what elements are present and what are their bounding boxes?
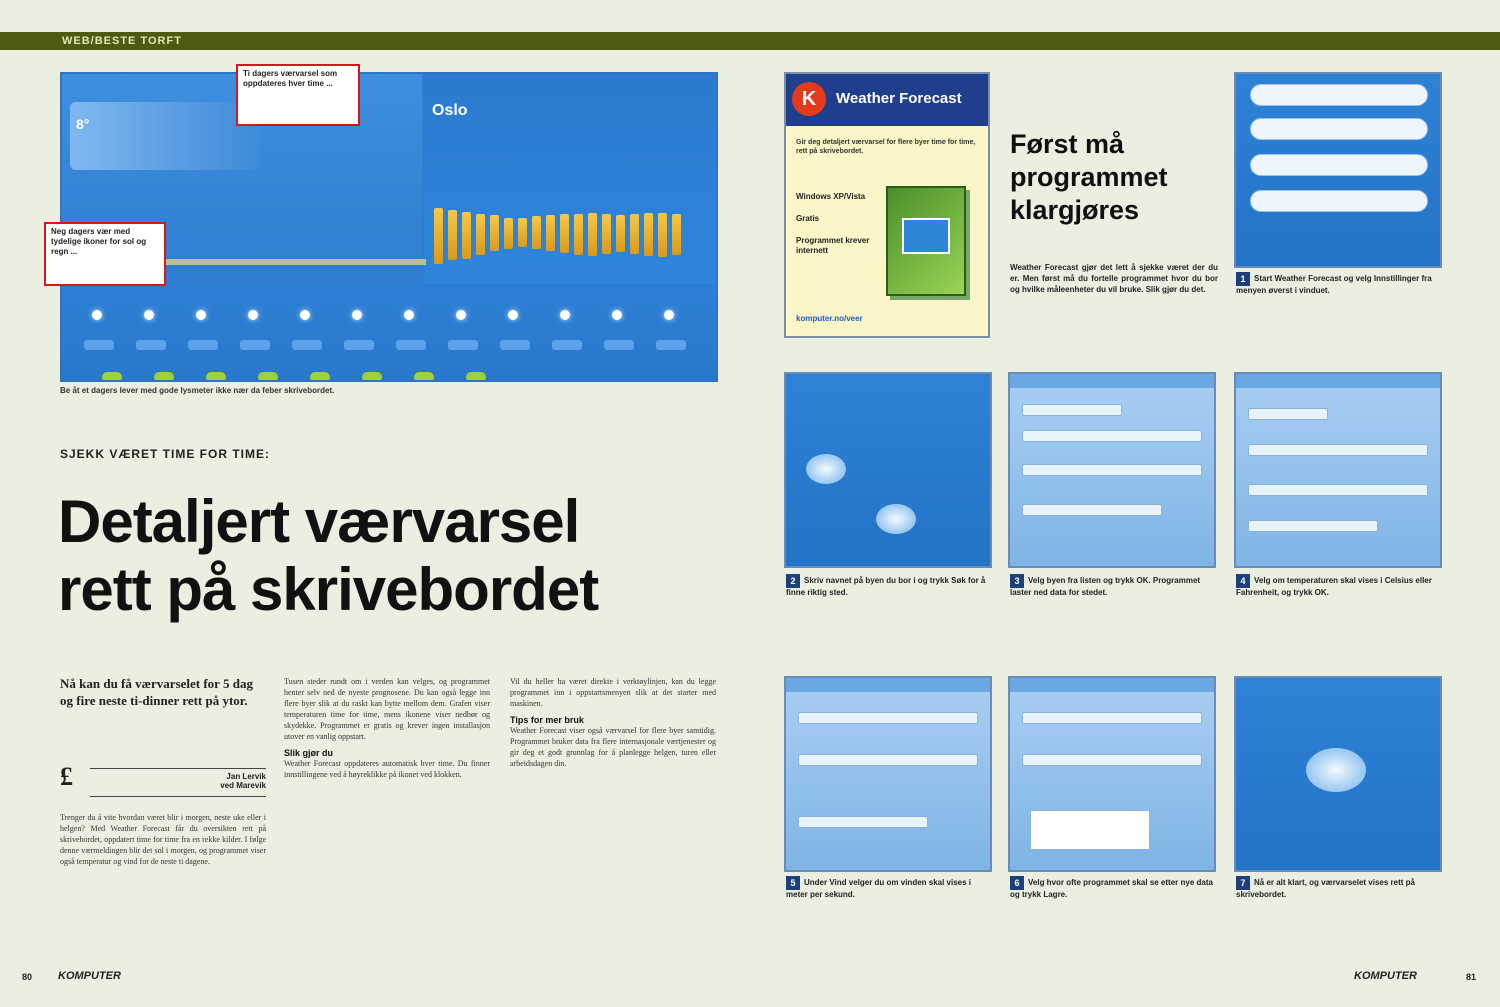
meta-requirements: Programmet krever internett [796, 236, 870, 255]
step-text: Velg om temperaturen skal vises i Celsius eller Fahrenheit, og trykk OK. [1236, 576, 1432, 597]
day-marker [414, 372, 434, 382]
weather-icon [876, 504, 916, 534]
window-titlebar [1236, 374, 1440, 388]
input-field [1022, 404, 1122, 416]
weather-dot-icon [560, 310, 570, 320]
step-caption [1236, 574, 1444, 598]
dropdown-list [1030, 810, 1150, 850]
input-field [1022, 464, 1202, 476]
body-text: Vil du heller ha været direkte i verktøylinjen, kan du legge programmet inn i oppstartsmenyen slik at det starter med maskinen. [510, 677, 716, 708]
step-text: Skriv navnet på byen du bor i og trykk Søk for å finne riktig sted. [786, 576, 986, 597]
temperature-bar [658, 213, 667, 257]
input-field [1022, 754, 1202, 766]
step-text: Velg byen fra listen og trykk OK. Programmet laster ned data for stedet. [1010, 576, 1201, 597]
temperature-bar [560, 214, 569, 253]
weather-dot-icon [352, 310, 362, 320]
step-caption [1010, 876, 1218, 900]
menu-item [1250, 118, 1428, 140]
step-number: 5 [786, 876, 800, 890]
divider [90, 768, 266, 769]
step-text: Nå er alt klart, og værvarselet vises rett på skrivebordet. [1236, 878, 1415, 899]
step-7-screenshot [1234, 676, 1442, 872]
temperature-bar [616, 215, 625, 252]
hour-label [656, 340, 686, 350]
step-4-screenshot [1234, 372, 1442, 568]
forecast-timeline [62, 288, 718, 382]
city-title: Oslo [432, 102, 468, 119]
body-column-2 [284, 676, 490, 780]
subhead: Tips for mer bruk [510, 715, 584, 725]
kicker: SJEKK VÆRET TIME FOR TIME: [60, 447, 271, 461]
body-column-1: Trenger du å vite hvordan været blir i morgen, neste uke eller i helgen? Med Weather Forecast får du oversikten rett på skrivebordet, oppdatert time for time fra en rekke kilder. I følge denne værmeldingen blir det sol i morgen, og programmet viser også temperatur og vind for de neste ti dagene. [60, 813, 266, 866]
step-caption [786, 876, 994, 900]
author-role: ved Marevik [220, 781, 266, 790]
input-field [1022, 430, 1202, 442]
callout-icons: Neg dagers vær med tydelige ikoner for sol og regn ... [44, 222, 166, 286]
step-caption [1236, 272, 1444, 296]
menu-item [1250, 154, 1428, 176]
input-field [1022, 712, 1202, 724]
input-field [1248, 408, 1328, 420]
hour-label [344, 340, 374, 350]
step-caption [1236, 876, 1444, 900]
temperature-bar [644, 213, 653, 256]
day-marker [154, 372, 174, 382]
byline [60, 762, 266, 798]
current-temperature: 8° [76, 116, 90, 132]
heading-line: klargjøres [1010, 195, 1140, 225]
author-icon: £ [60, 762, 73, 791]
input-field [1248, 444, 1428, 456]
body-text: Tusen steder rundt om i verden kan velges, og programmet henter selv ned de nyeste prognosene. Du kan også legge inn flere byer slik at du raskt kan bytte mellom dem. Grafen viser temperaturen time for time, mens ikonene viser nedbør og skydekke. Programmet er gratis og krever ingen installasjon utover en vanlig oppstart. [284, 677, 490, 741]
step-number: 1 [1236, 272, 1250, 286]
weather-dot-icon [248, 310, 258, 320]
body-column-3 [510, 676, 716, 769]
body-text: Weather Forecast oppdateres automatisk hver time. Du finner innstillingene ved å høyreklikke på ikonet ved klokken. [284, 759, 490, 779]
step-text: Velg hvor ofte programmet skal se etter nye data og trykk Lagre. [1010, 878, 1213, 899]
input-field [1248, 520, 1378, 532]
menu-item [1250, 84, 1428, 106]
weather-dot-icon [404, 310, 414, 320]
infobox-title: Weather Forecast [836, 90, 962, 107]
weather-icon [806, 454, 846, 484]
temperature-bar [546, 215, 555, 251]
window-titlebar [786, 678, 990, 692]
meta-os: Windows XP/Vista [796, 192, 866, 201]
weather-dot-icon [144, 310, 154, 320]
step-2-screenshot [784, 372, 992, 568]
section-bar [0, 32, 1500, 50]
weather-dot-icon [92, 310, 102, 320]
hour-label [604, 340, 634, 350]
hour-label [552, 340, 582, 350]
weather-dot-icon [456, 310, 466, 320]
temperature-bars [434, 144, 704, 274]
temperature-bar [574, 214, 583, 255]
subhead: Slik gjør du [284, 748, 334, 758]
hour-label [448, 340, 478, 350]
weather-dot-icon [664, 310, 674, 320]
infobox-link[interactable]: komputer.no/veer [796, 314, 863, 323]
headline-line: Detaljert værvarsel [58, 488, 580, 555]
step-text: Start Weather Forecast og velg Innstillinger fra menyen øverst i vinduet. [1236, 274, 1432, 295]
hour-label [396, 340, 426, 350]
infobox-header [786, 74, 988, 126]
weather-icon [1306, 748, 1366, 792]
infobox-text: Gir deg detaljert værvarsel for flere byer time for time, rett på skrivebordet. [796, 139, 976, 155]
heading-line: Først må [1010, 129, 1125, 159]
step-1-screenshot [1234, 72, 1442, 268]
divider [90, 796, 266, 797]
headline-line: rett på skrivebordet [58, 556, 599, 623]
section-heading [1010, 128, 1220, 227]
page-number-left: 80 [22, 972, 33, 982]
page-number-right: 81 [1466, 972, 1477, 982]
input-field [798, 754, 978, 766]
step-3-screenshot [1008, 372, 1216, 568]
hero-caption: Be åt et dagers lever med gode lysmeter ikke nær da feber skrivebordet. [60, 386, 335, 395]
temperature-bar [630, 214, 639, 254]
day-marker [206, 372, 226, 382]
window-titlebar [1010, 678, 1214, 692]
sky-image [70, 102, 260, 170]
k-logo-icon: K [792, 82, 826, 116]
temperature-bar [602, 214, 611, 254]
weather-dot-icon [612, 310, 622, 320]
hour-label [188, 340, 218, 350]
section-intro: Weather Forecast gjør det lett å sjekke været der du er. Men først må du fortelle programmet hvor du bor og hvilke måleenheter du vil bruke. Slik gjør du det. [1010, 263, 1218, 294]
step-6-screenshot [1008, 676, 1216, 872]
step-5-screenshot [784, 676, 992, 872]
temperature-bar [588, 213, 597, 256]
day-marker [466, 372, 486, 382]
temperature-bar [476, 214, 485, 255]
day-marker [102, 372, 122, 382]
input-field [1248, 484, 1428, 496]
day-marker [310, 372, 330, 382]
step-text: Under Vind velger du om vinden skal vises i meter per sekund. [786, 878, 972, 899]
hour-label [500, 340, 530, 350]
step-number: 7 [1236, 876, 1250, 890]
body-text: Weather Forecast viser også værvarsel for flere byer samtidig. Programmet bruker data fra flere internasjonale værtjenester og gir deg et godt grunnlag for å planlegge helgen, turen eller arbeidsdagen din. [510, 726, 716, 768]
input-field [1022, 504, 1162, 516]
magazine-logo-right: KOMPUTER [1354, 970, 1417, 982]
hour-label [240, 340, 270, 350]
timeline-bar [156, 259, 426, 265]
temperature-bar [518, 218, 527, 247]
temperature-bar [434, 208, 443, 264]
step-number: 2 [786, 574, 800, 588]
day-marker [362, 372, 382, 382]
headline [58, 488, 738, 624]
temperature-bar [504, 218, 513, 249]
product-infobox [784, 72, 990, 338]
window-icon [902, 218, 950, 254]
hour-label [84, 340, 114, 350]
section-tab: WEB/BESTE TORFT [62, 35, 182, 47]
day-marker [258, 372, 278, 382]
hour-label [292, 340, 322, 350]
heading-line: programmet [1010, 162, 1168, 192]
temperature-bar [672, 214, 681, 255]
menu-item [1250, 190, 1428, 212]
hourly-forecast-panel [424, 74, 718, 284]
temperature-bar [448, 210, 457, 260]
hour-label [136, 340, 166, 350]
meta-price: Gratis [796, 214, 820, 223]
temperature-bar [462, 212, 471, 259]
input-field [798, 712, 978, 724]
weather-dot-icon [508, 310, 518, 320]
author-name: Jan Lervik [226, 772, 266, 781]
step-number: 4 [1236, 574, 1250, 588]
weather-dot-icon [300, 310, 310, 320]
step-caption [786, 574, 994, 598]
lead-text: Nå kan du få værvarselet for 5 dag og fire neste ti-dinner rett på ytor. [60, 676, 253, 708]
step-caption [1010, 574, 1218, 598]
software-box-image [886, 186, 966, 296]
callout-forecast: Ti dagers værvarsel som oppdateres hver time ... [236, 64, 360, 126]
step-number: 3 [1010, 574, 1024, 588]
step-number: 6 [1010, 876, 1024, 890]
byline-name [220, 772, 266, 790]
weather-dot-icon [196, 310, 206, 320]
window-titlebar [1010, 374, 1214, 388]
temperature-bar [490, 215, 499, 251]
input-field [798, 816, 928, 828]
temperature-bar [532, 216, 541, 249]
infobox-meta [796, 192, 876, 256]
magazine-logo-left: KOMPUTER [58, 970, 121, 982]
